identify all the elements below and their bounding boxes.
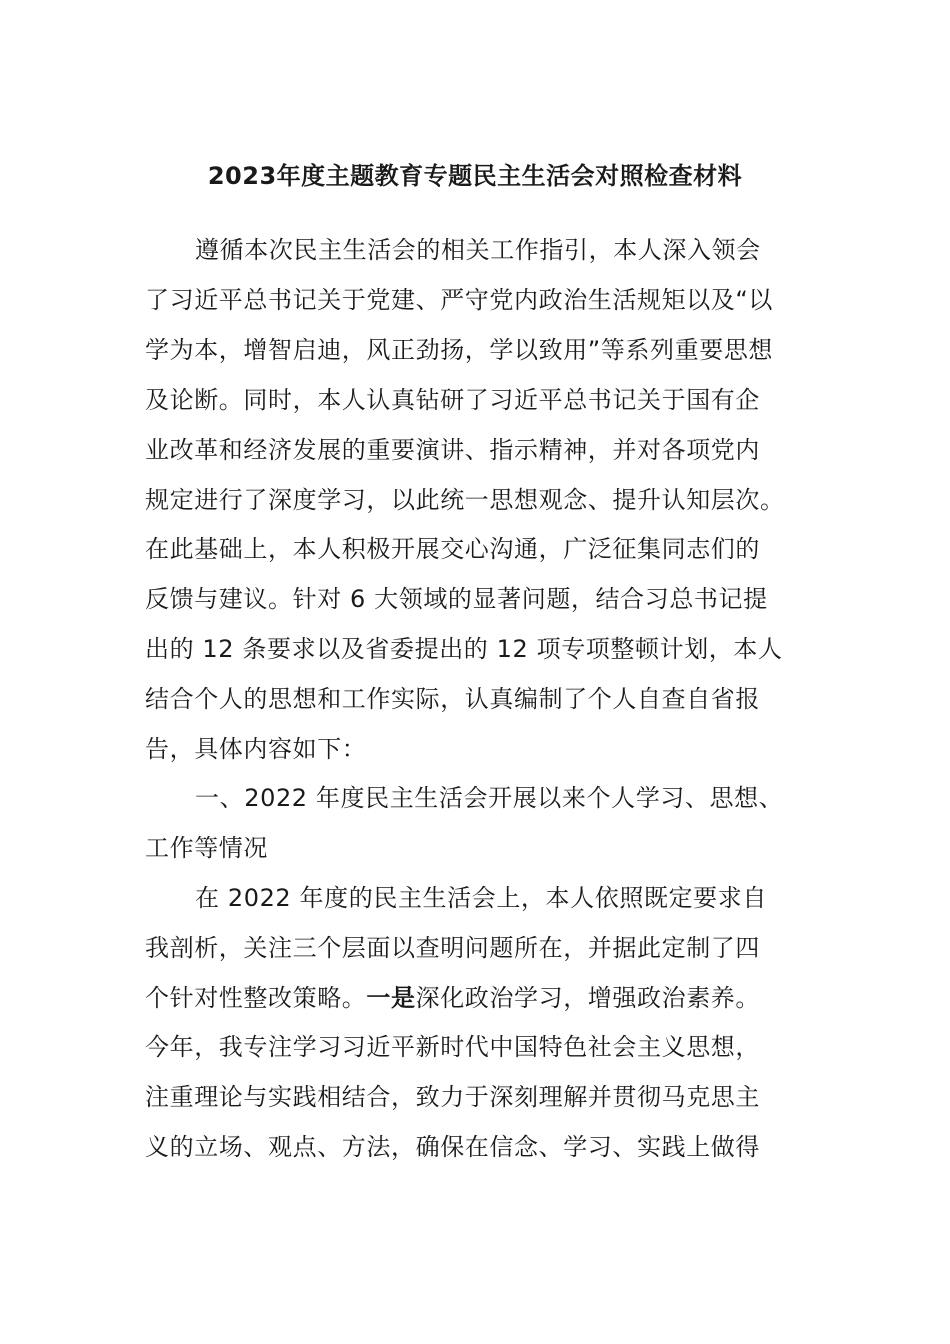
paragraph-line: 在 2022 年度的民主生活会上，本人依照既定要求自 — [195, 884, 767, 912]
section-heading-line: 工作等情况 — [145, 834, 268, 862]
paragraph-line: 结合个人的思想和工作实际，认真编制了个人自查自省报 — [145, 685, 760, 713]
emphasis-text: 一是 — [366, 984, 416, 1012]
paragraph-text: 个针对性整改策略。 — [145, 984, 367, 1012]
section-heading-line: 一、2022 年度民主生活会开展以来个人学习、思想、 — [195, 784, 784, 812]
paragraph-line: 了习近平总书记关于党建、严守党内政治生活规矩以及“以 — [145, 286, 774, 314]
paragraph-line: 出的 12 条要求以及省委提出的 12 项专项整顿计划，本人 — [145, 635, 783, 663]
paragraph-line: 今年，我专注学习习近平新时代中国特色社会主义思想， — [145, 1033, 760, 1061]
paragraph-line: 在此基础上，本人积极开展交心沟通，广泛征集同志们的 — [145, 535, 760, 563]
paragraph-line: 学为本，增智启迪，风正劲扬，学以致用”等系列重要思想 — [145, 336, 774, 364]
paragraph-text: 深化政治学习，增强政治素养。 — [415, 984, 761, 1012]
paragraph-line: 我剖析，关注三个层面以查明问题所在，并据此定制了四 — [145, 934, 760, 962]
paragraph-line: 义的立场、观点、方法，确保在信念、学习、实践上做得 — [145, 1133, 760, 1161]
paragraph-line: 规定进行了深度学习，以此统一思想观念、提升认知层次。 — [145, 486, 785, 514]
paragraph-line: 及论断。同时，本人认真钻研了习近平总书记关于国有企 — [145, 386, 760, 414]
paragraph-line: 业改革和经济发展的重要演讲、指示精神，并对各项党内 — [145, 436, 760, 464]
paragraph-line: 遵循本次民主生活会的相关工作指引，本人深入领会 — [195, 236, 761, 264]
paragraph-line: 告，具体内容如下： — [145, 735, 367, 763]
paragraph-line: 反馈与建议。针对 6 大领域的显著问题，结合习总书记提 — [145, 585, 768, 613]
paragraph-line: 注重理论与实践相结合，致力于深刻理解并贯彻马克思主 — [145, 1083, 760, 1111]
document-title: 2023年度主题教育专题民主生活会对照检查材料 — [207, 162, 743, 190]
paragraph-line — [145, 981, 760, 1015]
